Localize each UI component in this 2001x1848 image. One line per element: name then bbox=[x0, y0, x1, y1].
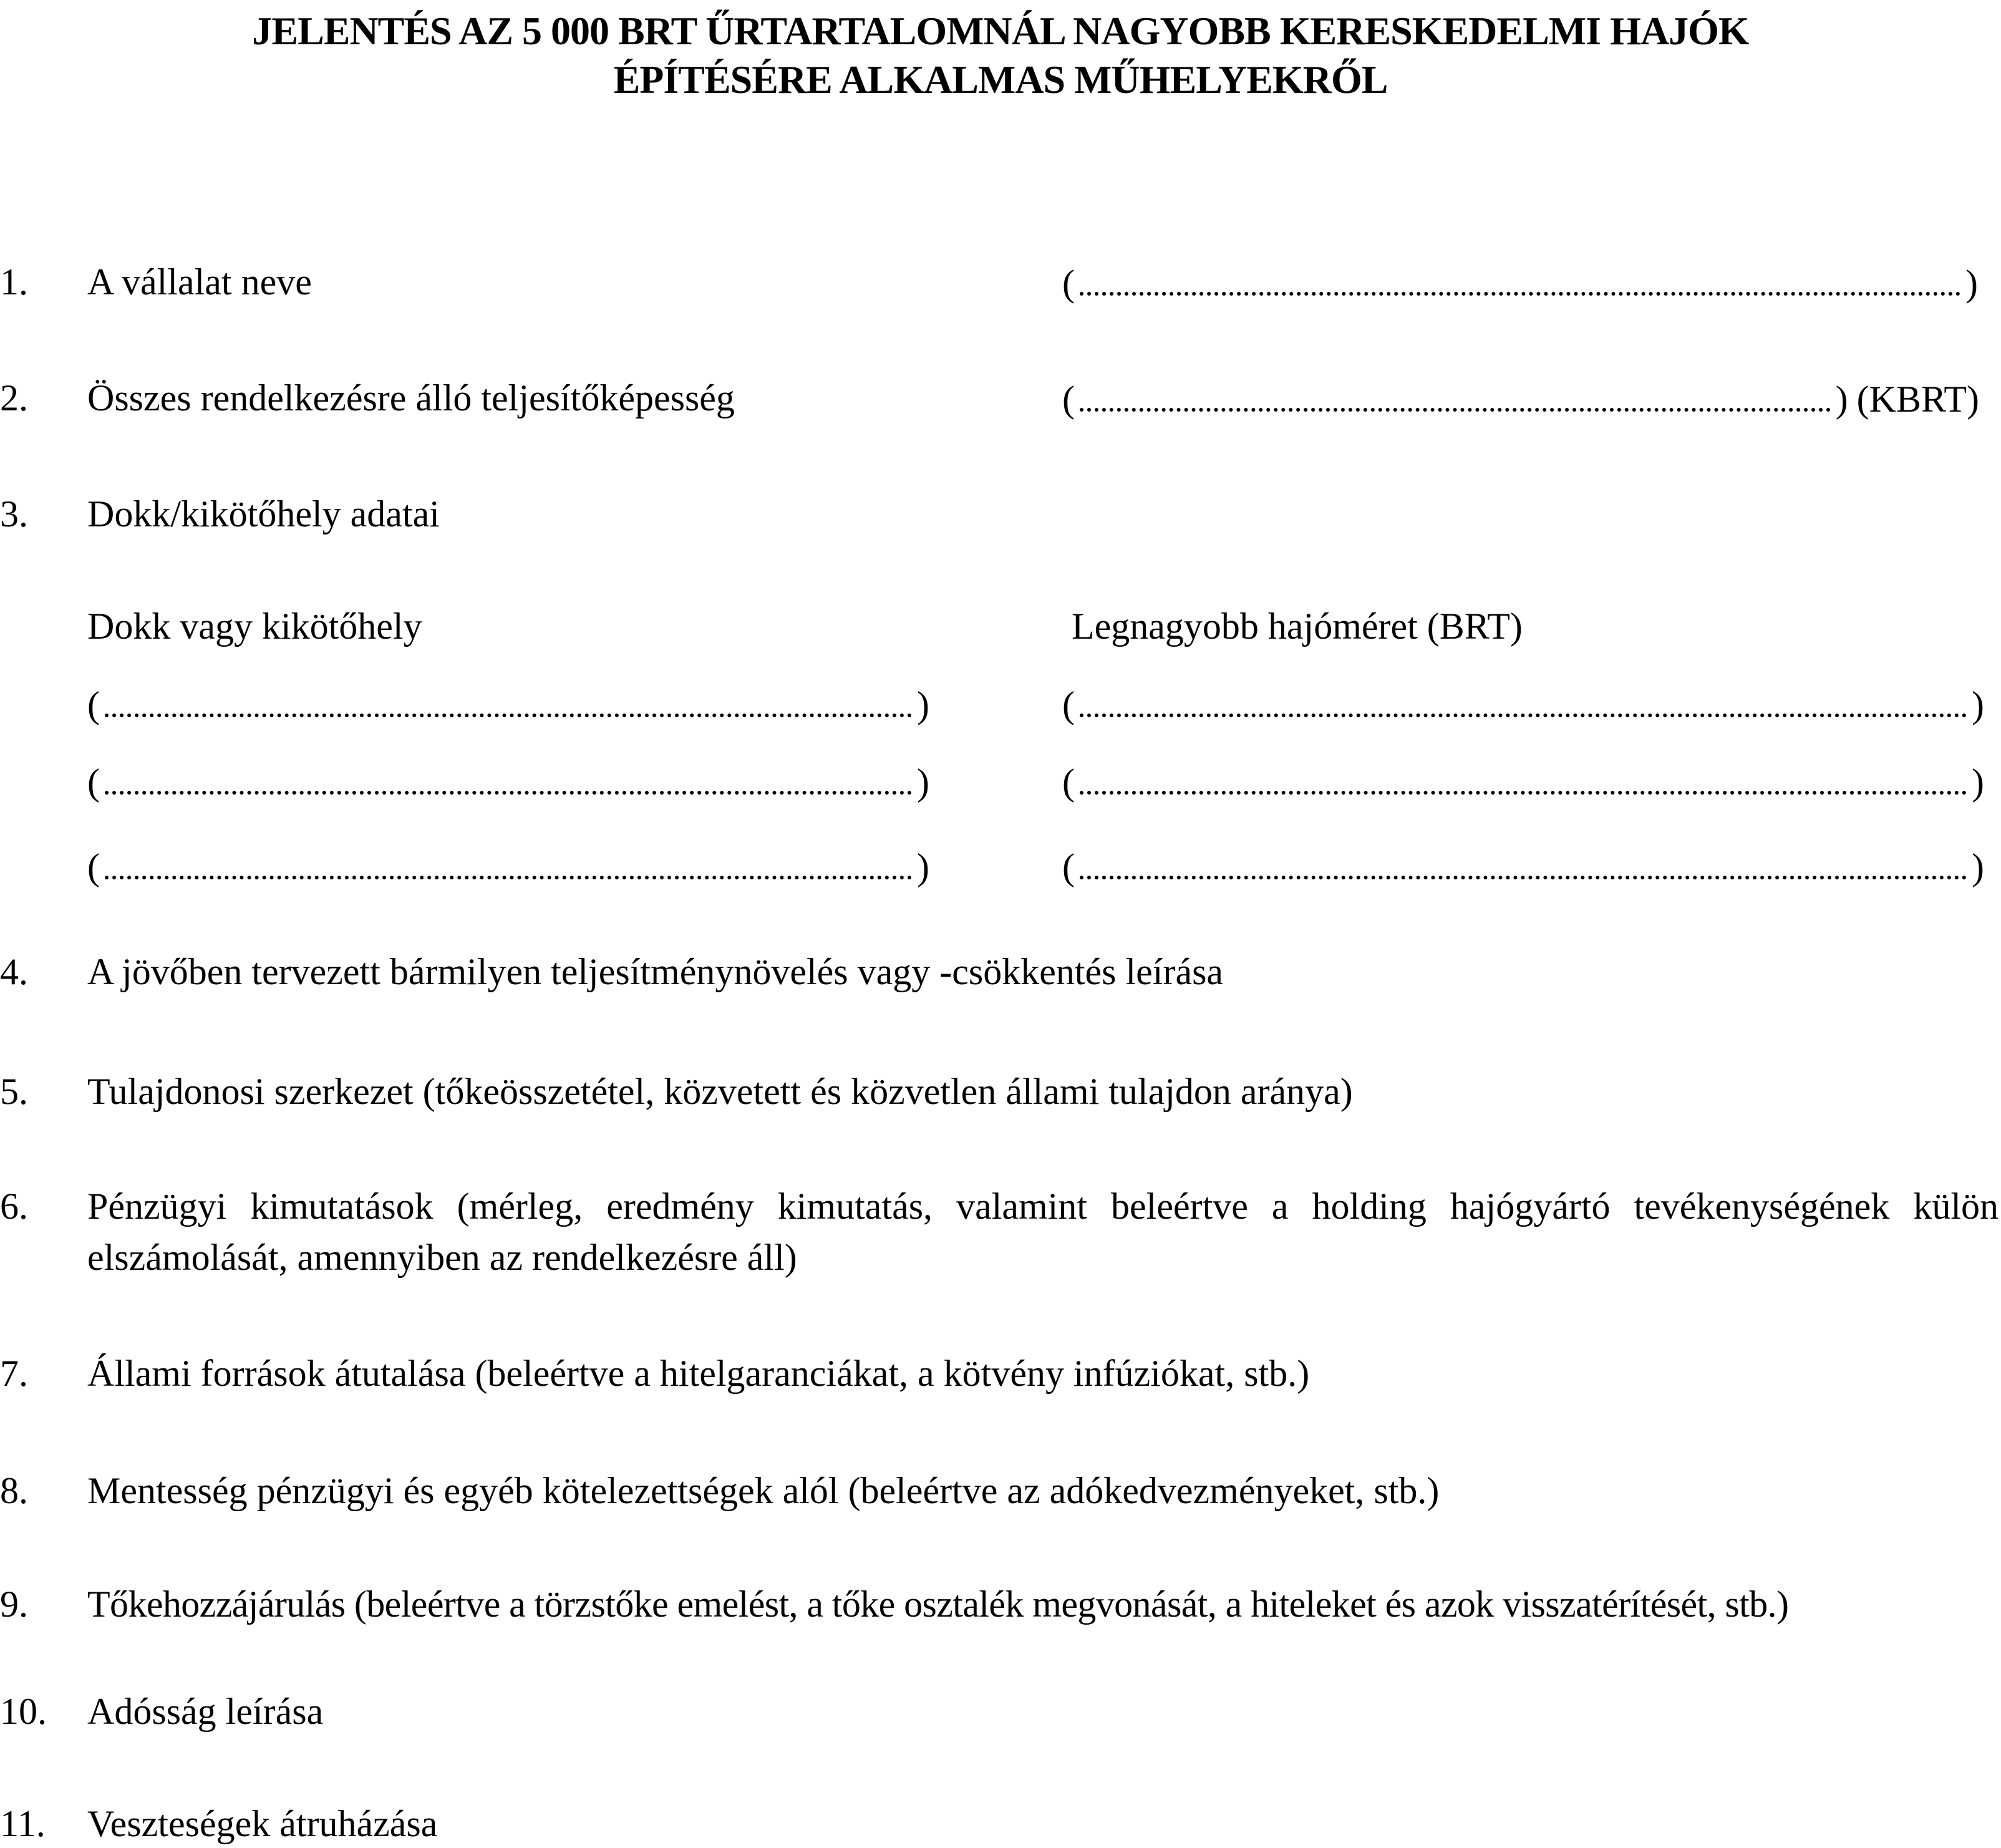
dotted-fill-line bbox=[1080, 292, 1960, 296]
dotted-fill-line bbox=[1080, 791, 1967, 795]
item-label-dock-data: Dokk/kikötőhely adatai bbox=[87, 493, 440, 535]
close-paren: ) bbox=[1965, 263, 1978, 304]
dock-field-1[interactable] bbox=[87, 684, 929, 723]
item-label-capacity-change: A jövőben tervezett bármilyen teljesítménynövelés vagy -csökkentés leírása bbox=[87, 951, 1224, 992]
dotted-fill-line bbox=[105, 876, 912, 879]
item-number: 10. bbox=[0, 1691, 47, 1732]
ship-size-field-3[interactable] bbox=[1062, 846, 1984, 886]
item-label-state-funds: Állami források átutalása (beleértve a hitelgaranciákat, a kötvény infúziókat, stb.) bbox=[87, 1353, 1310, 1394]
open-paren: ( bbox=[1062, 379, 1075, 420]
open-paren: ( bbox=[87, 846, 100, 888]
capacity-field[interactable] bbox=[1062, 378, 1979, 418]
dotted-fill-line bbox=[105, 714, 912, 717]
open-paren: ( bbox=[1062, 263, 1075, 304]
form-title-line-1: JELENTÉS AZ 5 000 BRT ŰRTARTALOMNÁL NAGYOBB KERESKEDELMI HAJÓK bbox=[252, 9, 1749, 53]
close-paren: ) bbox=[1835, 379, 1848, 420]
close-paren: ) bbox=[917, 684, 929, 725]
dock-field-2[interactable] bbox=[87, 761, 929, 801]
item-label-company-name: A vállalat neve bbox=[87, 261, 312, 302]
dock-field-3[interactable] bbox=[87, 846, 929, 886]
ship-size-field-2[interactable] bbox=[1062, 761, 1984, 801]
item-label-exemption: Mentesség pénzügyi és egyéb kötelezettségek alól (beleértve az adókedvezményeket, stb.) bbox=[87, 1470, 1440, 1511]
close-paren: ) bbox=[917, 846, 929, 888]
open-paren: ( bbox=[1062, 846, 1075, 888]
dotted-fill-line bbox=[105, 791, 912, 795]
ship-size-field-1[interactable] bbox=[1062, 684, 1984, 723]
item-number: 4. bbox=[0, 951, 28, 992]
item-label-capacity: Összes rendelkezésre álló teljesítőképesség bbox=[87, 377, 735, 418]
dotted-fill-line bbox=[1080, 408, 1831, 412]
item-label-financial-statements: Pénzügyi kimutatások (mérleg, eredmény kimutatás, valamint beleértve a holding hajógyártó tevékenységének külön elszámolását, amennyiben az rendelkezésre áll) bbox=[87, 1186, 1999, 1278]
item-label-loss-transfer: Veszteségek átruházása bbox=[87, 1803, 438, 1844]
item-label-ownership: Tulajdonosi szerkezet (tőkeösszetétel, közvetett és közvetlen állami tulajdon aránya) bbox=[87, 1071, 1353, 1112]
item-number: 3. bbox=[0, 493, 28, 535]
company-name-field[interactable] bbox=[1062, 262, 1978, 302]
close-paren: ) bbox=[917, 762, 929, 803]
open-paren: ( bbox=[1062, 684, 1075, 725]
item-number: 1. bbox=[0, 261, 28, 302]
item-label-debt-writeoff: Adósság leírása bbox=[87, 1691, 324, 1732]
close-paren: ) bbox=[1972, 762, 1984, 803]
item-number: 7. bbox=[0, 1353, 28, 1394]
form-title-line-2: ÉPÍTÉSÉRE ALKALMAS MŰHELYEKRŐL bbox=[613, 57, 1388, 102]
item-number: 2. bbox=[0, 377, 28, 418]
close-paren: ) bbox=[1972, 684, 1984, 725]
item-number: 5. bbox=[0, 1071, 28, 1112]
item-number: 11. bbox=[0, 1803, 46, 1844]
ship-size-column-header: Legnagyobb hajóméret (BRT) bbox=[1072, 606, 1523, 647]
dotted-fill-line bbox=[1080, 876, 1967, 879]
unit-label-kbrt: (KBRT) bbox=[1856, 379, 1979, 420]
item-label-capital-contribution: Tőkehozzájárulás (beleértve a törzstőke emelést, a tőke osztalék megvonását, a hiteleket és azok visszatérítését, stb.) bbox=[87, 1584, 1789, 1625]
item-number: 9. bbox=[0, 1584, 28, 1625]
item-number: 6. bbox=[0, 1186, 28, 1227]
open-paren: ( bbox=[87, 762, 100, 803]
item-number: 8. bbox=[0, 1470, 28, 1511]
open-paren: ( bbox=[1062, 762, 1075, 803]
open-paren: ( bbox=[87, 684, 100, 725]
close-paren: ) bbox=[1972, 846, 1984, 888]
dotted-fill-line bbox=[1080, 714, 1967, 717]
dock-column-header: Dokk vagy kikötőhely bbox=[87, 606, 422, 647]
